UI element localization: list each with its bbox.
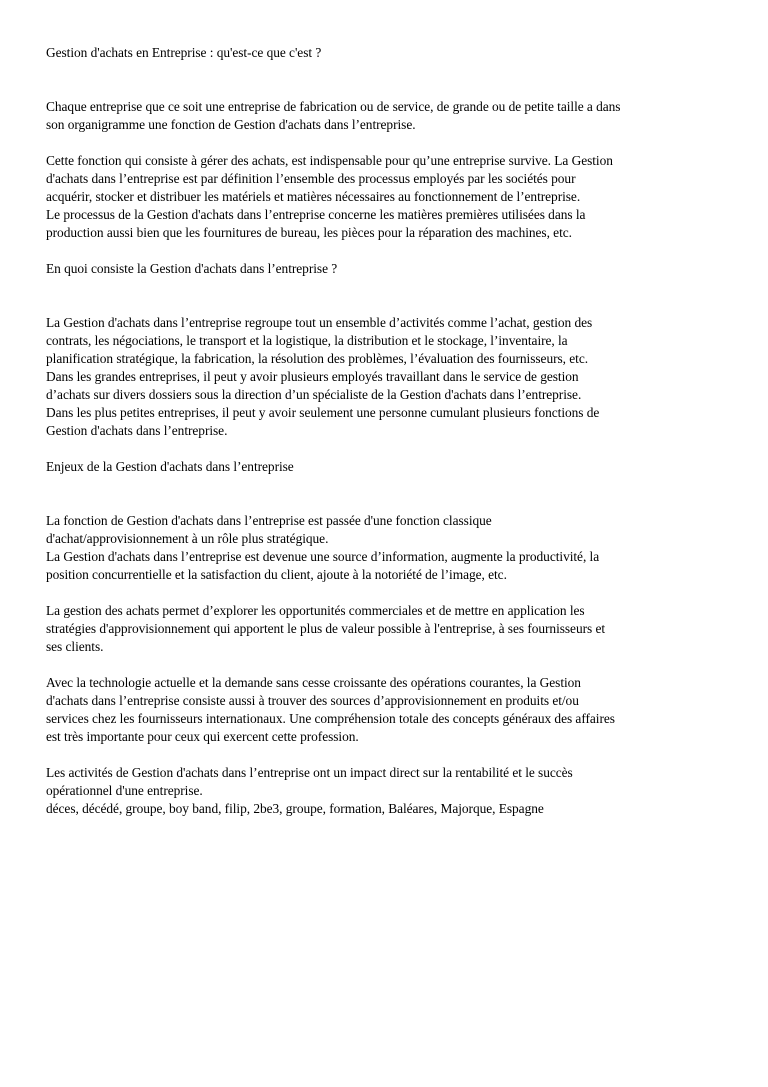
text-line: stratégies d'approvisionnement qui apportent le plus de valeur possible à l'entreprise, à ses fournisseurs et (46, 621, 606, 636)
text-line: d'achats dans l’entreprise est par définition l’ensemble des processus employés par les sociétés pour (46, 171, 576, 186)
text-line: planification stratégique, la fabrication, la résolution des problèmes, l’évaluation des fournisseurs, etc. (46, 351, 589, 366)
document-title: Gestion d'achats en Entreprise : qu'est-ce que c'est ? (46, 45, 322, 60)
text-line: acquérir, stocker et distribuer les matériels et matières nécessaires au fonctionnement de l’entreprise. (46, 189, 581, 204)
text-line: La Gestion d'achats dans l’entreprise regroupe tout un ensemble d’activités comme l’achat, gestion des (46, 315, 593, 330)
section-heading-2: En quoi consiste la Gestion d'achats dans l’entreprise ? (46, 261, 338, 276)
text-line: La fonction de Gestion d'achats dans l’entreprise est passée d'une fonction classique (46, 513, 492, 528)
text-line: Le processus de la Gestion d'achats dans l’entreprise concerne les matières premières utilisées dans la (46, 207, 586, 222)
text-line: Dans les plus petites entreprises, il peut y avoir seulement une personne cumulant plusieurs fonctions de (46, 405, 600, 420)
text-line: opérationnel d'une entreprise. (46, 783, 203, 798)
text-line: production aussi bien que les fournitures de bureau, les pièces pour la réparation des machines, etc. (46, 225, 572, 240)
text-line: Dans les grandes entreprises, il peut y avoir plusieurs employés travaillant dans le service de gestion (46, 369, 579, 384)
text-line: son organigramme une fonction de Gestion d'achats dans l’entreprise. (46, 117, 416, 132)
text-line: d’achats sur divers dossiers sous la direction d’un spécialiste de la Gestion d'achats dans l’entreprise. (46, 387, 582, 402)
text-line: Les activités de Gestion d'achats dans l’entreprise ont un impact direct sur la rentabilité et le succès (46, 765, 573, 780)
text-line: La gestion des achats permet d’explorer les opportunités commerciales et de mettre en application les (46, 603, 585, 618)
text-line: d'achats dans l’entreprise consiste aussi à trouver des sources d’approvisionnement en produits et/ou (46, 693, 579, 708)
text-line: position concurrentielle et la satisfaction du client, ajoute à la notoriété de l’image, etc. (46, 567, 507, 582)
text-line: ses clients. (46, 639, 104, 654)
text-line: d'achat/approvisionnement à un rôle plus stratégique. (46, 531, 329, 546)
text-line: Avec la technologie actuelle et la demande sans cesse croissante des opérations courantes, la Gestion (46, 675, 581, 690)
tags-line: déces, décédé, groupe, boy band, filip, 2be3, groupe, formation, Baléares, Majorque, Espagne (46, 801, 544, 816)
section-3-paragraph-2 (46, 602, 726, 656)
section-2-paragraph (46, 314, 726, 440)
intro-paragraph-1 (46, 98, 726, 134)
text-line: services chez les fournisseurs internationaux. Une compréhension totale des concepts généraux des affaires (46, 711, 615, 726)
intro-paragraph-2 (46, 152, 726, 242)
section-3-paragraph-1 (46, 512, 726, 584)
text-line: Gestion d'achats dans l’entreprise. (46, 423, 228, 438)
section-3-paragraph-4 (46, 764, 726, 800)
text-line: Cette fonction qui consiste à gérer des achats, est indispensable pour qu’une entreprise survive. La Gestion (46, 153, 613, 168)
section-heading-3: Enjeux de la Gestion d'achats dans l’entreprise (46, 459, 294, 474)
text-line: contrats, les négociations, le transport et la logistique, la distribution et le stockage, l’inventaire, la (46, 333, 568, 348)
text-line: Chaque entreprise que ce soit une entreprise de fabrication ou de service, de grande ou de petite taille a dans (46, 99, 621, 114)
text-line: La Gestion d'achats dans l’entreprise est devenue une source d’information, augmente la productivité, la (46, 549, 600, 564)
section-3-paragraph-3 (46, 674, 726, 746)
text-line: est très importante pour ceux qui exercent cette profession. (46, 729, 359, 744)
